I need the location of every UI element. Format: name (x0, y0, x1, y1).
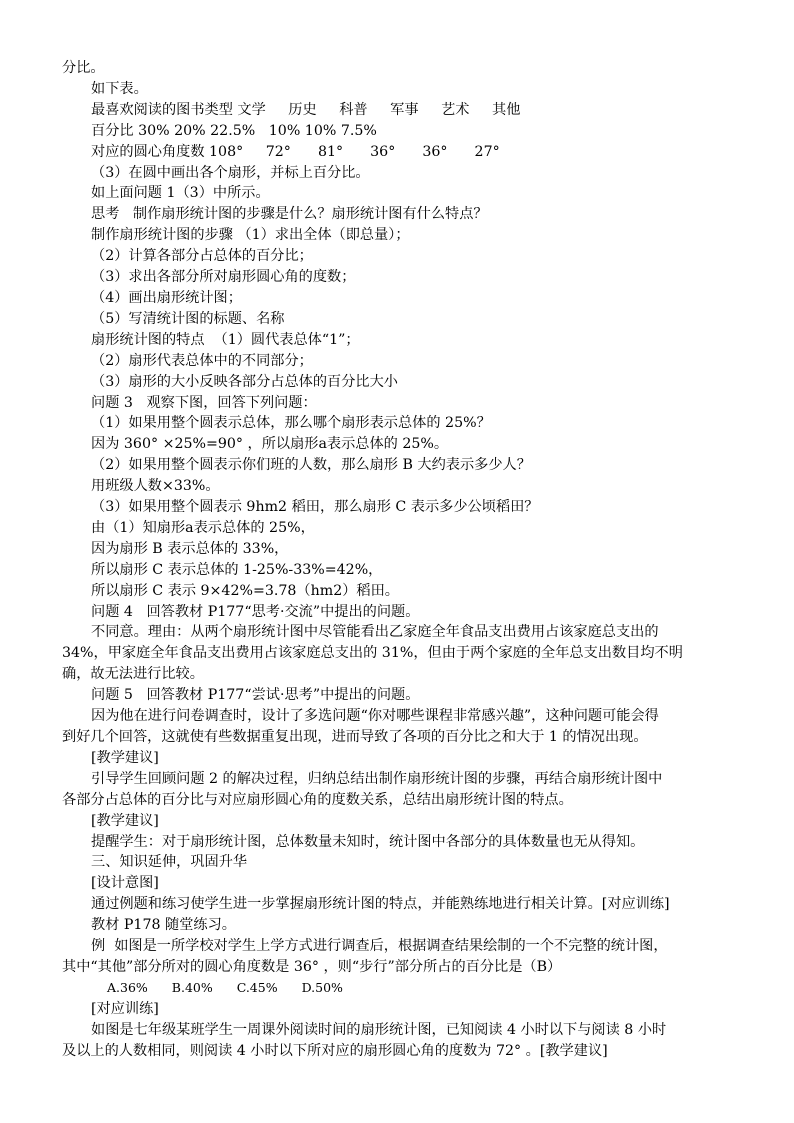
text-line: 由（1）知扇形a表示总体的 25%， (91, 519, 315, 536)
choice-b: B.40% (171, 979, 213, 995)
section-label: [教学建议] (91, 749, 159, 766)
text-line: （3）如果用整个圆表示 9hm2 稻田，那么扇形 C 表示多少公顷稻田？ (91, 499, 539, 516)
question-heading: 问题 4 回答教材 P177“思考·交流”中提出的问题。 (91, 603, 420, 620)
text-line: 如上面问题 1（3）中所示。 (91, 185, 270, 202)
text-line: 各部分占总体的百分比与对应扇形圆心角的度数关系，总结出扇形统计图的特点。 (62, 791, 573, 808)
text-line: 提醒学生：对于扇形统计图，总体数量未知时，统计图中各部分的具体数量也无从得知。 (91, 833, 645, 850)
text-line: 因为 360° ×25%=90° ，所以扇形a表示总体的 25%。 (91, 436, 449, 453)
text-line: 所以扇形 C 表示总体的 1-25%-33%=42%， (91, 561, 383, 578)
text-line: 到好几个回答，这就使有些数据重复出现，进而导致了各项的百分比之和大于 1 的情况出现。 (62, 729, 648, 745)
choice-d: D.50% (301, 979, 343, 995)
text-line: 用班级人数×33%。 (91, 478, 220, 495)
text-line: （3）求出各部分所对扇形圆心角的度数； (91, 269, 356, 286)
section-label: [设计意图] (91, 875, 159, 892)
section-label: [对应训练] (91, 1000, 159, 1017)
text-line: （3）扇形的大小反映各部分占总体的百分比大小 (91, 373, 398, 390)
text-line: 教材 P178 随堂练习。 (91, 917, 236, 934)
text-line: （4）画出扇形统计图； (91, 289, 242, 306)
text-line: 因为扇形 B 表示总体的 33%， (91, 540, 289, 557)
table-percent-row: 百分比 30% 20% 22.5% 10% 10% 7.5% (91, 122, 377, 139)
text-line: 通过例题和练习使学生进一步掌握扇形统计图的特点，并能熟练地进行相关计算。[对应训练] (91, 896, 670, 913)
text-line: 34%，甲家庭全年食品支出费用占该家庭总支出的 31%，但由于两个家庭的全年总支出数目均不明 (62, 645, 683, 662)
text-line: 引导学生回顾问题 2 的解决过程，归纳总结出制作扇形统计图的步骤，再结合扇形统计图中 (91, 770, 663, 787)
text-line: 确，故无法进行比较。 (62, 666, 204, 683)
text-line: 所以扇形 C 表示 9×42%=3.78（hm2）稻田。 (91, 582, 399, 599)
text-line: （2）如果用整个圆表示你们班的人数，那么扇形 B 大约表示多少人？ (91, 457, 531, 474)
text-line: 及以上的人数相同，则阅读 4 小时以下所对应的扇形圆心角的度数为 72° 。[教学建议] (62, 1042, 608, 1059)
choice-a: A.36% (107, 979, 148, 995)
section-heading: 三、知识延伸，巩固升华 (91, 854, 248, 871)
document-page (62, 58, 734, 1062)
text-line: 如下表。 (91, 80, 148, 97)
text-line: 制作扇形统计图的步骤 （1）求出全体（即总量）； (91, 227, 410, 244)
text-line: 分比。 (62, 60, 105, 76)
text-line: 不同意。理由：从两个扇形统计图中尽管能看出乙家庭全年食品支出费用占该家庭总支出的 (91, 624, 659, 641)
text-line: 扇形统计图的特点 （1）圆代表总体“1”； (91, 331, 360, 348)
example-text: 例 如图是一所学校对学生上学方式进行调查后，根据调查结果绘制的一个不完整的统计图， (91, 938, 668, 955)
section-label: [教学建议] (91, 812, 159, 829)
question-heading: 问题 3 观察下图，回答下列问题： (91, 394, 317, 411)
choice-c: C.45% (236, 979, 278, 995)
text-line: 如图是七年级某班学生一周课外阅读时间的扇形统计图，已知阅读 4 小时以下与阅读 8 小时 (91, 1021, 667, 1038)
text-line: （3）在圆中画出各个扇形，并标上百分比。 (91, 164, 370, 181)
text-line: （1）如果用整个圆表示总体，那么哪个扇形表示总体的 25%？ (91, 415, 491, 432)
question-heading: 问题 5 回答教材 P177“尝试·思考”中提出的问题。 (91, 687, 420, 704)
table-header-row: 最喜欢阅读的图书类型 文学 历史 科普 军事 艺术 其他 (91, 101, 521, 118)
text-line: 其中“其他”部分所对的圆心角度数是 36° ，则“步行”部分所占的百分比是（B） (62, 958, 562, 975)
text-line: （5）写清统计图的标题、名称 (91, 310, 285, 327)
text-line: 思考 制作扇形统计图的步骤是什么？扇形统计图有什么特点？ (91, 206, 488, 223)
text-line: （2）扇形代表总体中的不同部分； (91, 352, 313, 369)
table-angle-row: 对应的圆心角度数 108° 72° 81° 36° 36° 27° (91, 143, 500, 160)
text-line: （2）计算各部分占总体的百分比； (91, 248, 313, 265)
answer-choices (62, 978, 734, 999)
text-line: 因为他在进行问卷调查时，设计了多选问题“你对哪些课程非常感兴趣”，这种问题可能会得 (91, 708, 659, 725)
